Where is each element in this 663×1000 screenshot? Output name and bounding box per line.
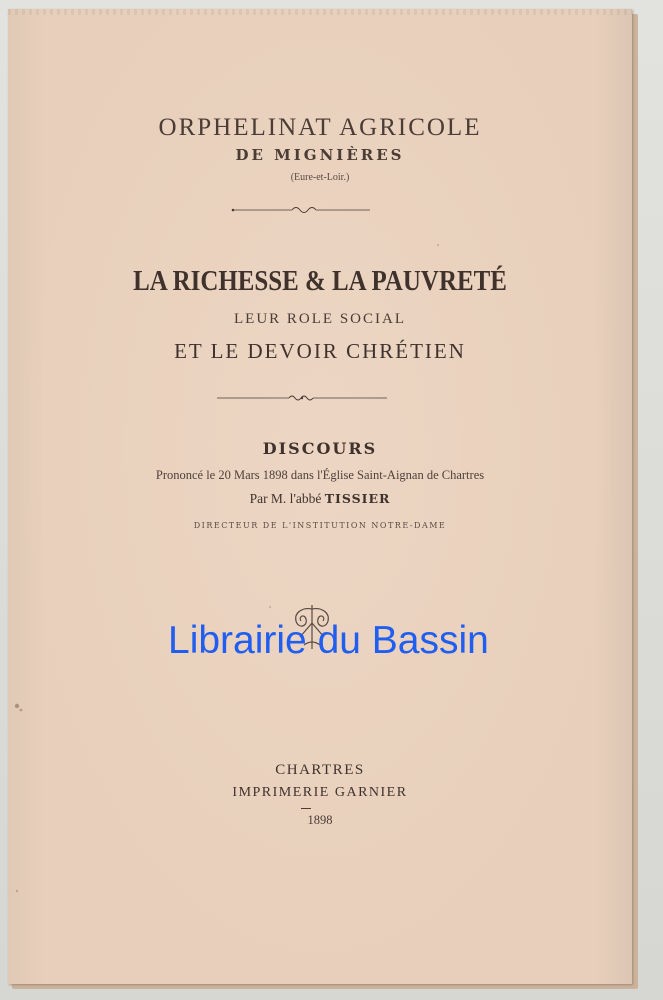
imprint-year: 1898 [307,813,333,827]
imprint-city: CHARTRES [275,762,365,778]
author-role: DIRECTEUR DE L'INSTITUTION NOTRE-DAME [193,521,447,530]
ornament-divider-icon [215,390,389,406]
author-line [8,491,632,507]
ornament-divider-icon [230,201,372,219]
author-name: TISSIER [324,491,391,506]
author-prefix: Par M. l'abbé [249,491,325,506]
pamphlet-cover [8,9,632,984]
main-title: LA RICHESSE & LA PAUVRETÉ [133,265,507,297]
imprint-printer: IMPRIMERIE GARNIER [232,785,408,800]
subtitle-line-2: ET LE DEVOIR CHRÉTIEN [174,339,466,363]
occasion-line: Prononcé le 20 Mars 1898 dans l'Église Saint-Aignan de Chartres [155,468,485,482]
bookseller-watermark: Librairie du Bassin [168,619,489,662]
subtitle-line-1: LEUR ROLE SOCIAL [234,311,406,327]
imprint-rule [301,808,311,809]
genre-heading: DISCOURS [262,439,378,458]
region-note: (Eure-et-Loir.) [290,172,350,183]
institution-heading: ORPHELINAT AGRICOLE [158,114,482,141]
location-heading: DE MIGNIÈRES [235,146,405,164]
